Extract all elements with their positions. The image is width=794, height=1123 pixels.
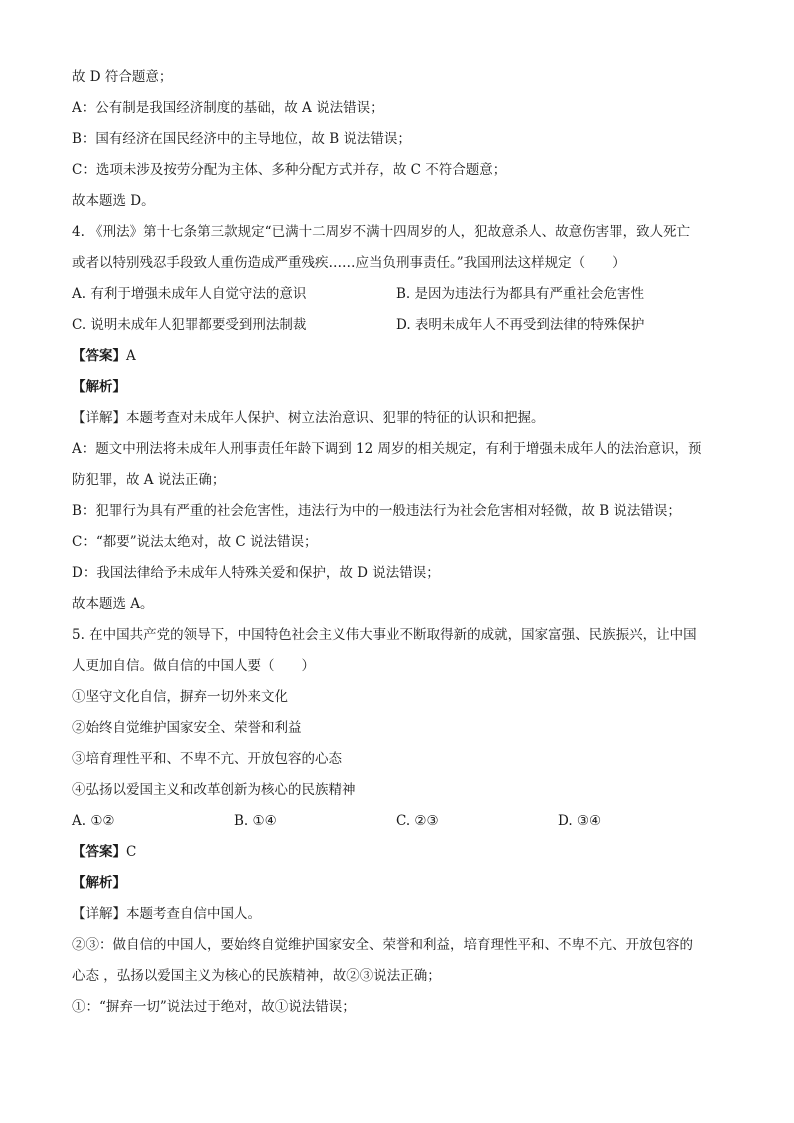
detail-text: 本题考查自信中国人。 bbox=[126, 906, 261, 922]
question-4-stem: 或者以特别残忍手段致人重伤造成严重残疾……应当负刑事责任。”我国刑法这样规定（ ） bbox=[72, 255, 626, 271]
option-d: D. ③④ bbox=[558, 813, 602, 829]
question-5-stem: 人更加自信。做自信的中国人要（ ） bbox=[72, 658, 315, 674]
document-page bbox=[72, 62, 724, 1023]
detail-text: 本题考查对未成年人保护、树立法治意识、犯罪的特征的认识和把握。 bbox=[126, 410, 545, 426]
answer-value: C bbox=[126, 844, 137, 860]
analysis-line bbox=[72, 372, 724, 403]
analysis-line bbox=[72, 868, 724, 899]
text-line: 故 D 符合题意； bbox=[72, 69, 173, 85]
explanation-23: 心态 ，弘扬以爱国主义为核心的民族精神，故②③说法正确； bbox=[72, 968, 441, 984]
explanation-1: ①：“摒弃一切”说法过于绝对，故①说法错误； bbox=[72, 999, 356, 1015]
option-d: D. 表明未成年人不再受到法律的特殊保护 bbox=[396, 317, 645, 333]
explanation-23: ②③：做自信的中国人，要始终自觉维护国家安全、荣誉和利益，培育理性平和、不卑不亢、开放包容的 bbox=[72, 937, 693, 953]
explanation-b: B：犯罪行为具有严重的社会危害性，违法行为中的一般违法行为社会危害相对轻微，故 B 说法错误； bbox=[72, 503, 681, 519]
detail-tag: 【详解】 bbox=[72, 906, 126, 922]
question-4-options-row bbox=[72, 310, 724, 341]
answer-tag: 【答案】 bbox=[72, 844, 126, 860]
explanation-d: D：我国法律给予未成年人特殊关爱和保护，故 D 说法错误； bbox=[72, 565, 440, 581]
answer-line bbox=[72, 341, 724, 372]
answer-tag: 【答案】 bbox=[72, 348, 126, 364]
text-line: A：公有制是我国经济制度的基础，故 A 说法错误； bbox=[72, 100, 384, 116]
option-a: A. ①② bbox=[72, 813, 115, 829]
detail-line bbox=[72, 403, 724, 434]
question-4-stem: 4. 《刑法》第十七条第三款规定“已满十二周岁不满十四周岁的人，犯故意杀人、故意伤害罪，致人死亡 bbox=[72, 224, 691, 240]
analysis-tag: 【解析】 bbox=[72, 379, 126, 395]
option-a: A. 有利于增强未成年人自觉守法的意识 bbox=[72, 286, 307, 302]
option-c: C. ②③ bbox=[396, 813, 439, 829]
option-c: C. 说明未成年人犯罪都要受到刑法制裁 bbox=[72, 317, 307, 333]
text-line: 故本题选 D。 bbox=[72, 193, 155, 209]
detail-tag: 【详解】 bbox=[72, 410, 126, 426]
text-line: B：国有经济在国民经济中的主导地位，故 B 说法错误； bbox=[72, 131, 411, 147]
text-line: C：选项未涉及按劳分配为主体、多种分配方式并存，故 C 不符合题意； bbox=[72, 162, 507, 178]
statement-4: ④弘扬以爱国主义和改革创新为核心的民族精神 bbox=[72, 782, 356, 798]
statement-2: ②始终自觉维护国家安全、荣誉和利益 bbox=[72, 720, 302, 736]
detail-line bbox=[72, 899, 724, 930]
answer-value: A bbox=[126, 348, 136, 364]
conclusion: 故本题选 A。 bbox=[72, 596, 154, 612]
question-4-options-row bbox=[72, 279, 724, 310]
question-5-options-row bbox=[72, 806, 724, 837]
option-b: B. ①④ bbox=[234, 813, 277, 829]
option-b: B. 是因为违法行为都具有严重社会危害性 bbox=[396, 286, 645, 302]
analysis-tag: 【解析】 bbox=[72, 875, 126, 891]
statement-1: ①坚守文化自信，摒弃一切外来文化 bbox=[72, 689, 288, 705]
explanation-a: A：题文中刑法将未成年人刑事责任年龄下调到 12 周岁的相关规定，有利于增强未成年人的法治意识，预 bbox=[72, 441, 702, 457]
explanation-c: C：“都要”说法太绝对，故 C 说法错误； bbox=[72, 534, 318, 550]
explanation-a: 防犯罪，故 A 说法正确； bbox=[72, 472, 226, 488]
question-5-stem: 5. 在中国共产党的领导下，中国特色社会主义伟大事业不断取得新的成就，国家富强、民族振兴，让中国 bbox=[72, 627, 697, 643]
statement-3: ③培育理性平和、不卑不亢、开放包容的心态 bbox=[72, 751, 342, 767]
answer-line bbox=[72, 837, 724, 868]
